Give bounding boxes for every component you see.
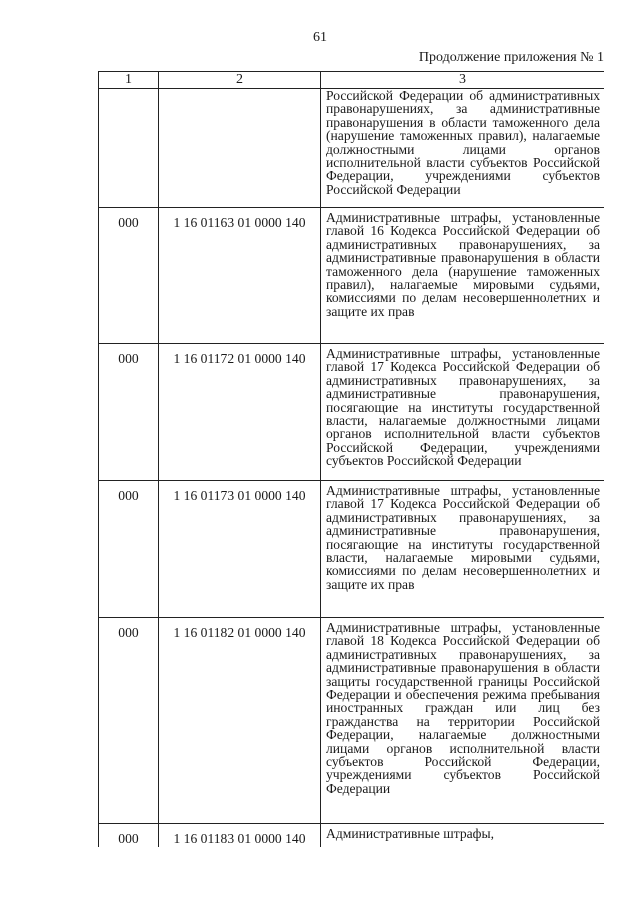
table-row	[99, 481, 605, 618]
table-row	[99, 344, 605, 481]
description-cell: Административные штрафы, установленные главой 17 Кодекса Российской Федерации об административных правонарушениях, за административные правонарушения, посягающие на институты государственной власти, налагаемые должностными лицами органов исполнительной власти субъектов Российской Федерации, учреждениями субъектов Российской Федерации	[321, 344, 605, 481]
admin-code-cell: 000	[99, 208, 159, 344]
appendix-table-container	[98, 71, 604, 847]
table-header-row	[99, 72, 605, 89]
admin-code-cell: 000	[99, 824, 159, 848]
classification-code-cell	[159, 89, 321, 208]
admin-code-cell: 000	[99, 618, 159, 824]
table-row	[99, 824, 605, 848]
page-number: 61	[313, 30, 327, 45]
classification-code-cell: 1 16 01182 01 0000 140	[159, 618, 321, 824]
table-row	[99, 89, 605, 208]
admin-code-cell: 000	[99, 344, 159, 481]
admin-code-cell: 000	[99, 481, 159, 618]
description-cell: Административные штрафы, установленные главой 16 Кодекса Российской Федерации об административных правонарушениях, за административные правонарушения в области таможенного дела (нарушение таможенных правил), налагаемые мировыми судьями, комиссиями по делам несовершеннолетних и защите их прав	[321, 208, 605, 344]
column-header: 2	[159, 72, 321, 89]
column-header: 1	[99, 72, 159, 89]
admin-code-cell	[99, 89, 159, 208]
description-cell: Административные штрафы,	[321, 824, 605, 848]
table-row	[99, 618, 605, 824]
classification-code-cell: 1 16 01173 01 0000 140	[159, 481, 321, 618]
description-cell: Российской Федерации об административных правонарушениях, за административные правонарушения в области таможенного дела (нарушение таможенных правил), налагаемые должностными лицами органов исполнительной власти субъектов Российской Федерации, учреждениями субъектов Российской Федерации	[321, 89, 605, 208]
appendix-table	[98, 71, 604, 847]
classification-code-cell: 1 16 01163 01 0000 140	[159, 208, 321, 344]
description-cell: Административные штрафы, установленные главой 17 Кодекса Российской Федерации об административных правонарушениях, за административные правонарушения, посягающие на институты государственной власти, налагаемые мировыми судьями, комиссиями по делам несовершеннолетних и защите их прав	[321, 481, 605, 618]
classification-code-cell: 1 16 01183 01 0000 140	[159, 824, 321, 848]
classification-code-cell: 1 16 01172 01 0000 140	[159, 344, 321, 481]
appendix-continuation-label: Продолжение приложения № 1	[418, 50, 604, 65]
column-header: 3	[321, 72, 605, 89]
table-row	[99, 208, 605, 344]
description-cell: Административные штрафы, установленные главой 18 Кодекса Российской Федерации об административных правонарушениях, за административные правонарушения в области защиты государственной границы Российской Федерации и обеспечения режима пребывания иностранных граждан или лиц без гражданства на территории Российской Федерации, налагаемые должностными лицами органов исполнительной власти субъектов Российской Федерации, учреждениями субъектов Российской Федерации	[321, 618, 605, 824]
